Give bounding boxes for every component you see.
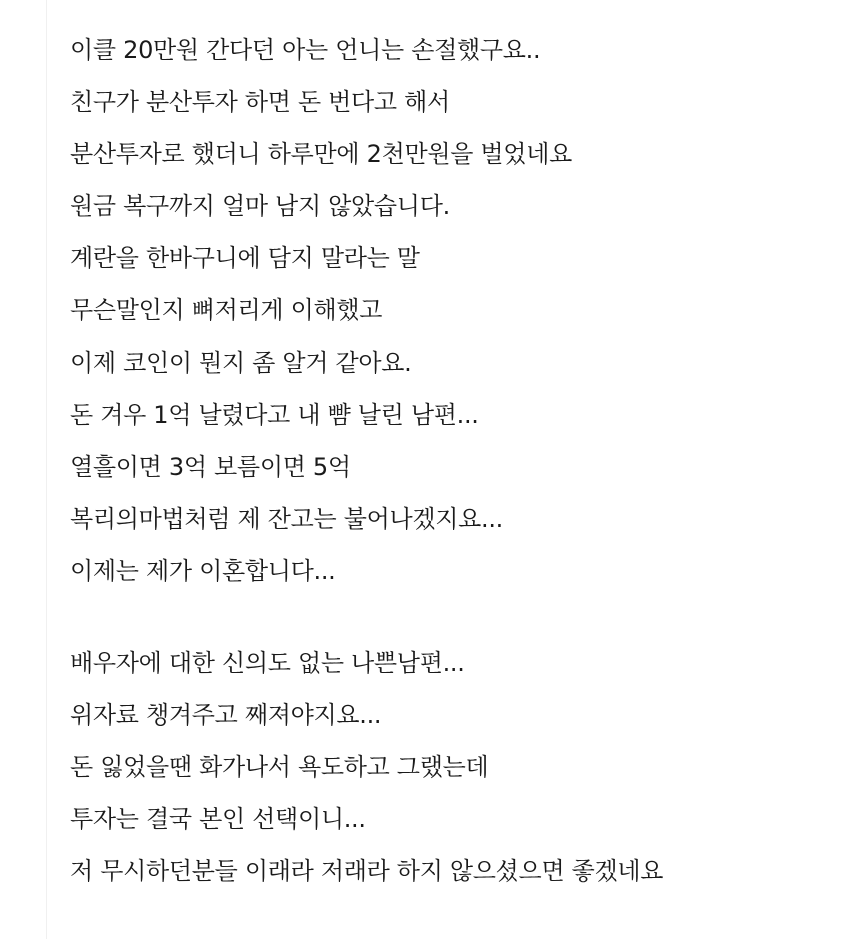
text-line: 친구가 분산투자 하면 돈 번다고 해서 — [70, 88, 450, 117]
text-line: 배우자에 대한 신의도 없는 나쁜남편... — [70, 649, 465, 677]
text-line: 분산투자로 했더니 하루만에 2천만원을 벌었네요 — [70, 140, 572, 169]
text-line: 투자는 결국 본인 선택이니... — [70, 805, 366, 834]
text-line: 이클 20만원 간다던 아는 언니는 손절했구요.. — [70, 36, 541, 64]
left-divider — [46, 0, 47, 939]
text-line: 돈 겨우 1억 날렸다고 내 뺨 날린 남편... — [70, 400, 479, 429]
text-line: 열흘이면 3억 보름이면 5억 — [70, 452, 351, 481]
text-line: 계란을 한바구니에 담지 말라는 말 — [70, 244, 420, 273]
paragraph-2 — [70, 641, 663, 901]
text-line: 저 무시하던분들 이래라 저래라 하지 않으셨으면 좋겠네요 — [70, 857, 664, 886]
paragraph-1 — [70, 28, 572, 601]
text-line: 원금 복구까지 얼마 남지 않았습니다. — [70, 192, 450, 221]
text-line: 돈 잃었을땐 화가나서 욕도하고 그랬는데 — [70, 753, 489, 782]
text-line: 이제 코인이 뭔지 좀 알거 같아요. — [70, 348, 412, 377]
text-line: 복리의마법처럼 제 잔고는 불어나겠지요... — [70, 504, 504, 533]
text-line: 무슨말인지 뼈저리게 이해했고 — [70, 296, 383, 325]
text-line: 위자료 챙겨주고 째져야지요... — [70, 701, 382, 730]
text-line: 이제는 제가 이혼합니다... — [70, 556, 336, 585]
